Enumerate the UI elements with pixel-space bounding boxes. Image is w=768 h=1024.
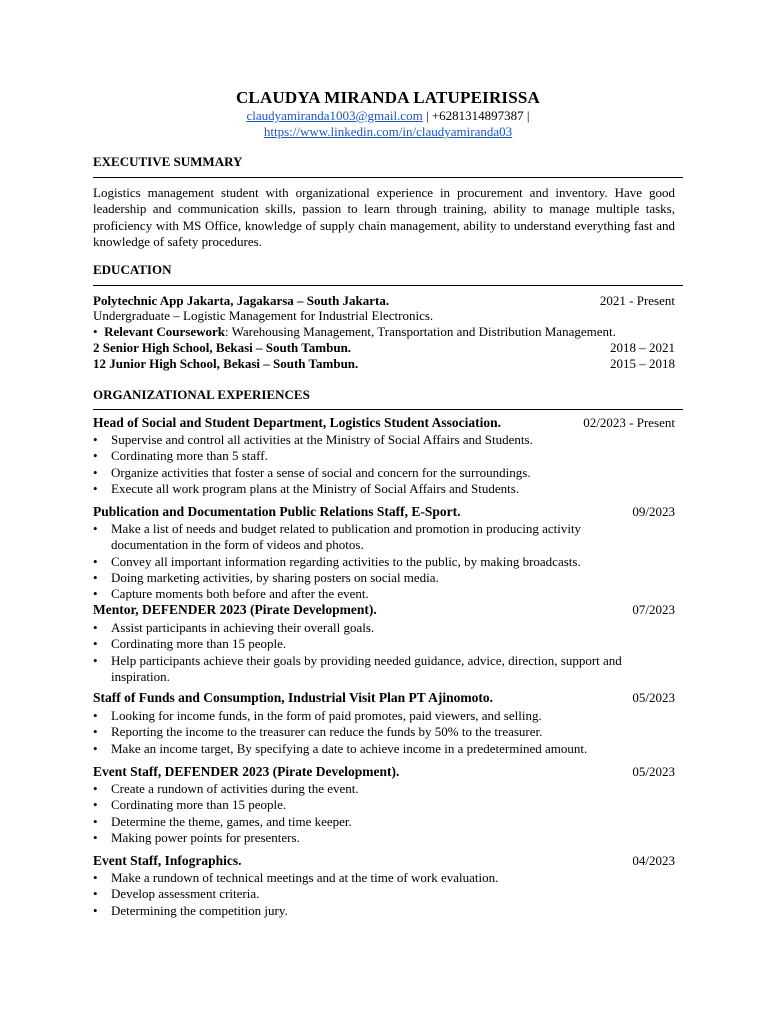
list-item: • Make an income target, By specifying a date to achieve income in a predetermined amount.: [93, 740, 588, 756]
bullet-icon: •: [93, 464, 98, 480]
list-item: • Doing marketing activities, by sharing posters on social media.: [93, 569, 439, 585]
list-item: • Create a rundown of activities during the event.: [93, 781, 359, 796]
bullet-icon: •: [93, 521, 98, 536]
bullet-icon: •: [93, 781, 98, 796]
school-name: 12 Junior High School, Bekasi – South Tambun.: [93, 356, 359, 371]
job-date: 09/2023: [632, 504, 675, 519]
job-header: [93, 764, 675, 780]
bullet-icon: •: [93, 902, 98, 918]
contact-separator: |: [422, 108, 432, 123]
list-item: • Help participants achieve their goals by providing needed guidance, advice, direction, support and inspiration.: [93, 652, 622, 684]
job-title: Publication and Documentation Public Relations Staff, E-Sport.: [93, 504, 461, 519]
section-divider: [93, 409, 683, 410]
list-item: • Make a list of needs and budget related to publication and promotion in producing activity documentation in the form of videos and photos.: [93, 521, 582, 553]
education-entry: [93, 340, 675, 356]
section-title-experience: ORGANIZATIONAL EXPERIENCES: [93, 387, 310, 402]
coursework-label: Relevant Coursework: [104, 324, 226, 339]
list-item: • Determine the theme, games, and time keeper.: [93, 813, 352, 829]
list-item: • Make a rundown of technical meetings and at the time of work evaluation.: [93, 870, 499, 885]
school-name: 2 Senior High School, Bekasi – South Tambun.: [93, 340, 352, 355]
list-item: • Making power points for presenters.: [93, 829, 300, 845]
phone-number: +6281314897387: [431, 108, 524, 123]
job-header: [93, 853, 675, 869]
bullet-icon: •: [93, 724, 98, 740]
list-item: • Develop assessment criteria.: [93, 886, 260, 902]
list-item: • Supervise and control all activities at the Ministry of Social Affairs and Students.: [93, 432, 533, 447]
list-item: • Cordinating more than 15 people.: [93, 797, 287, 813]
list-item: • Assist participants in achieving their overall goals.: [93, 620, 375, 635]
job-bullet-list: [93, 708, 675, 757]
section-divider: [93, 285, 683, 286]
education-entry: [93, 356, 675, 372]
bullet-icon: •: [93, 620, 98, 635]
bullet-icon: •: [93, 324, 105, 339]
job-bullet-list: [93, 521, 675, 602]
linkedin-line: [93, 124, 683, 140]
bullet-icon: •: [93, 797, 98, 813]
coursework-line: [93, 324, 675, 340]
job-bullet-list: [93, 620, 675, 685]
list-item: • Organize activities that foster a sense of social and concern for the surroundings.: [93, 464, 531, 480]
education-detail: [93, 308, 675, 324]
section-title-summary: EXECUTIVE SUMMARY: [93, 154, 243, 169]
bullet-icon: •: [93, 813, 98, 829]
job-title: Head of Social and Student Department, Logistics Student Association.: [93, 415, 502, 430]
bullet-icon: •: [93, 448, 98, 464]
job-header: [93, 602, 675, 618]
job-header: [93, 504, 675, 520]
job-title: Event Staff, Infographics.: [93, 853, 242, 868]
bullet-icon: •: [93, 569, 98, 585]
bullet-icon: •: [93, 870, 98, 885]
list-item: • Cordinating more than 5 staff.: [93, 448, 268, 464]
bullet-icon: •: [93, 740, 98, 756]
job-header: [93, 690, 675, 706]
bullet-icon: •: [93, 480, 98, 496]
section-divider: [93, 177, 683, 178]
education-entry: [93, 293, 675, 309]
bullet-icon: •: [93, 432, 98, 447]
job-date: 04/2023: [632, 853, 675, 868]
email-link[interactable]: claudyamiranda1003@gmail.com: [246, 108, 423, 123]
job-bullet-list: [93, 781, 675, 846]
job-title: Mentor, DEFENDER 2023 (Pirate Development).: [93, 602, 377, 617]
contact-separator: |: [523, 108, 530, 123]
list-item: • Convey all important information regarding activities to the public, by making broadcasts.: [93, 553, 581, 569]
summary-text: Logistics management student with organizational experience in procurement and inventory. Have good leadership and communication skills, passion to learn through training, ability to manage multiple tasks, proficiency with MS Office, knowledge of supply chain management, ability to understand everything fast and knowledge of safety procedures.: [93, 185, 675, 249]
bullet-icon: •: [93, 708, 98, 723]
job-date: 05/2023: [632, 764, 675, 779]
job-date: 07/2023: [632, 602, 675, 617]
job-date: 02/2023 - Present: [583, 415, 675, 430]
bullet-icon: •: [93, 886, 98, 902]
list-item: • Execute all work program plans at the Ministry of Social Affairs and Students.: [93, 480, 520, 496]
candidate-name: CLAUDYA MIRANDA LATUPEIRISSA: [235, 88, 541, 107]
education-date: 2021 - Present: [599, 293, 675, 308]
linkedin-link[interactable]: https://www.linkedin.com/in/claudyamiranda03: [263, 124, 513, 139]
bullet-icon: •: [93, 829, 98, 845]
contact-line: [93, 108, 683, 124]
section-title-education: EDUCATION: [93, 262, 172, 277]
job-bullet-list: [93, 870, 675, 919]
job-bullet-list: [93, 432, 675, 497]
list-item: • Reporting the income to the treasurer can reduce the funds by 50% to the treasurer.: [93, 724, 543, 740]
degree-text: Undergraduate – Logistic Management for Industrial Electronics.: [93, 308, 434, 323]
bullet-icon: •: [93, 586, 98, 602]
education-date: 2018 – 2021: [610, 340, 675, 355]
bullet-icon: •: [93, 553, 98, 569]
list-item: • Looking for income funds, in the form of paid promotes, paid viewers, and selling.: [93, 708, 542, 723]
job-date: 05/2023: [632, 690, 675, 705]
job-header: [93, 415, 675, 431]
bullet-icon: •: [93, 636, 98, 652]
job-title: Event Staff, DEFENDER 2023 (Pirate Development).: [93, 764, 400, 779]
bullet-icon: •: [93, 652, 98, 668]
coursework-text: : Warehousing Management, Transportation and Distribution Management.: [225, 324, 616, 339]
list-item: • Determining the competition jury.: [93, 902, 288, 918]
job-title: Staff of Funds and Consumption, Industrial Visit Plan PT Ajinomoto.: [93, 690, 493, 705]
education-date: 2015 – 2018: [610, 356, 675, 371]
school-name: Polytechnic App Jakarta, Jagakarsa – South Jakarta.: [93, 293, 390, 308]
list-item: • Cordinating more than 15 people.: [93, 636, 287, 652]
list-item: • Capture moments both before and after the event.: [93, 586, 369, 602]
